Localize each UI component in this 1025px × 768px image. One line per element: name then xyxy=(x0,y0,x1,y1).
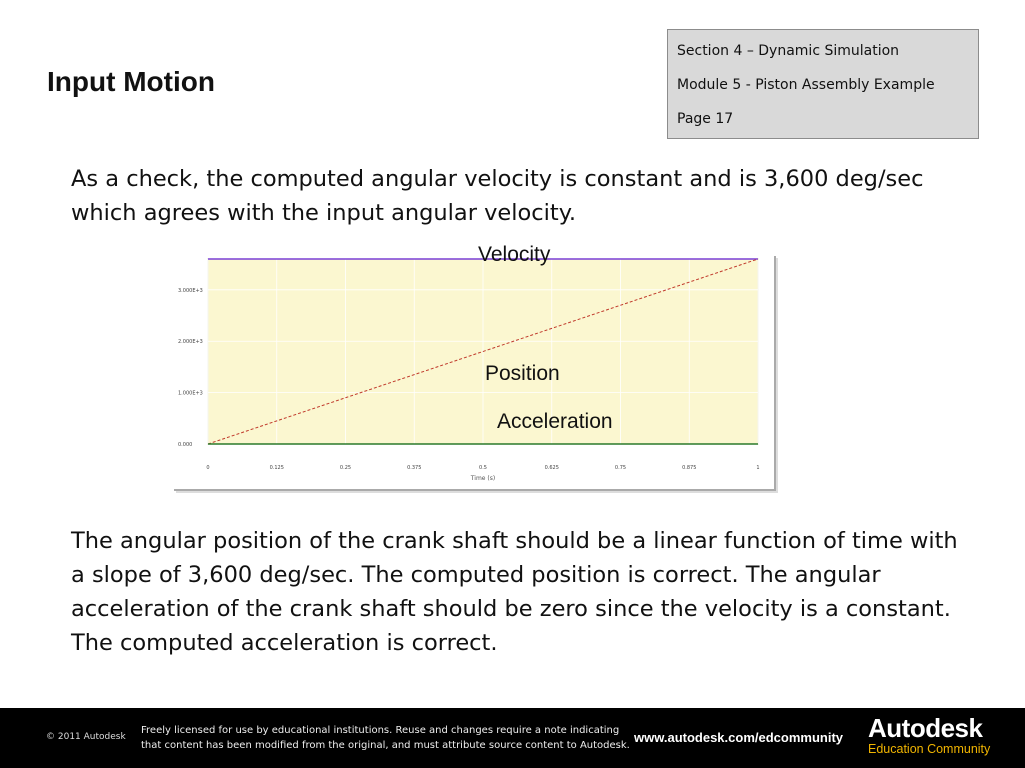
x-tick-label: 0 xyxy=(206,465,210,471)
y-tick-label: 1.000E+3 xyxy=(178,390,203,397)
x-tick-label: 0.375 xyxy=(407,465,422,471)
logo-wordmark: Autodesk xyxy=(868,713,983,743)
x-tick-label: 0.125 xyxy=(269,465,284,471)
copyright-text: © 2011 Autodesk xyxy=(46,732,126,742)
module-label: Module 5 - Piston Assembly Example xyxy=(677,77,935,93)
section-label: Section 4 – Dynamic Simulation xyxy=(677,43,900,59)
x-tick-label: 0.75 xyxy=(614,465,627,471)
acceleration-label: Acceleration xyxy=(497,410,613,433)
intro-paragraph: As a check, the computed angular velocity is constant and is 3,600 deg/sec which agrees with the input angular velocity. xyxy=(71,166,924,226)
velocity-label: Velocity xyxy=(478,243,551,266)
x-tick-label: 0.875 xyxy=(682,465,697,471)
page-title: Input Motion xyxy=(47,66,215,97)
logo-subtitle: Education Community xyxy=(868,742,991,756)
y-tick-label: 0.000 xyxy=(178,442,193,448)
community-link[interactable]: www.autodesk.com/edcommunity xyxy=(634,730,844,745)
license-line-2: that content has been modified from the original, and must attribute source content to Autodesk. xyxy=(141,740,630,751)
autodesk-logo xyxy=(868,714,1008,756)
x-tick-label: 0.625 xyxy=(544,465,559,471)
x-tick-label: 1 xyxy=(756,465,760,471)
x-axis-label: Time (s) xyxy=(470,475,496,482)
license-text xyxy=(141,723,631,753)
license-line-1: Freely licensed for use by educational institutions. Reuse and changes require a note indicating xyxy=(141,725,620,736)
y-tick-label: 3.000E+3 xyxy=(178,287,203,294)
motion-chart xyxy=(174,243,776,492)
y-tick-label: 2.000E+3 xyxy=(178,339,203,346)
x-tick-label: 0.25 xyxy=(339,465,352,471)
footer-bar xyxy=(0,708,1025,768)
section-info-box xyxy=(667,29,979,139)
explanation-paragraph: The angular position of the crank shaft should be a linear function of time with a slope of 3,600 deg/sec. The computed position is correct. The angular acceleration of the crank shaft should be zero since the velocity is a constant. The computed acceleration is correct. xyxy=(71,528,958,656)
position-label: Position xyxy=(485,362,560,385)
page-number: Page 17 xyxy=(677,111,734,127)
x-tick-label: 0.5 xyxy=(479,465,487,471)
chart-svg xyxy=(174,256,774,489)
